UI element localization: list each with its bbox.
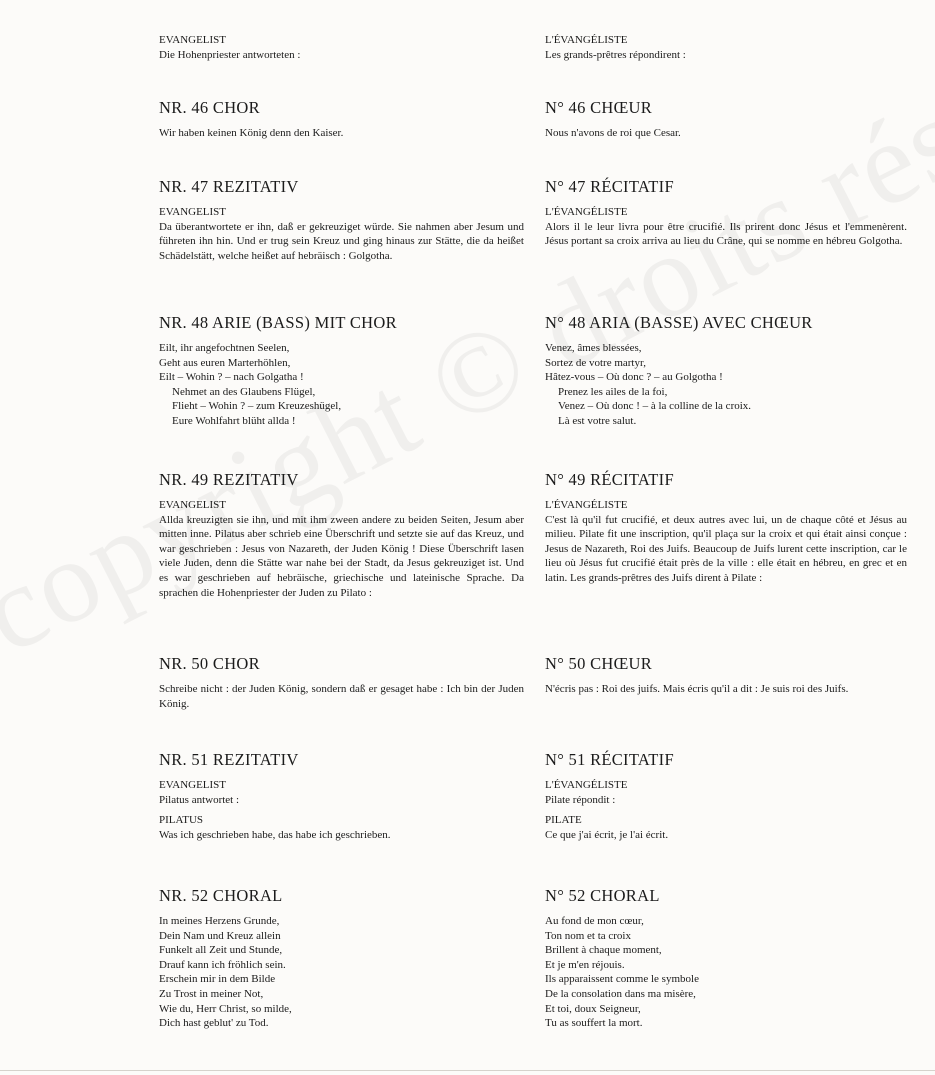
section-heading: N° 49 RÉCITATIF [545, 470, 674, 489]
section-heading: N° 50 CHŒUR [545, 654, 653, 673]
section-text: Ce que j'ai écrit, je l'ai écrit. [545, 828, 669, 841]
speaker-label: EVANGELIST [159, 34, 227, 46]
section-heading: NR. 47 REZITATIV [159, 177, 299, 196]
speaker-label: L'ÉVANGÉLISTE [545, 206, 628, 218]
intro-text: Les grands-prêtres répondirent : [545, 48, 686, 61]
section-heading: NR. 48 ARIE (BASS) MIT CHOR [159, 313, 397, 332]
section-heading: NR. 52 CHORAL [159, 886, 283, 905]
verse-line: Ils apparaissent comme le symbole [545, 973, 699, 986]
verse-line: Funkelt all Zeit und Stunde, [159, 944, 283, 957]
verse-line: Là est votre salut. [558, 414, 637, 427]
verse-line: Et toi, doux Seigneur, [545, 1002, 641, 1015]
verse-line: Geht aus euren Marterhöhlen, [159, 356, 291, 369]
section-51 [159, 750, 524, 842]
intro-text: Die Hohenpriester antworteten : [159, 48, 301, 61]
intro-block [159, 33, 524, 62]
verse-line: Dein Nam und Kreuz allein [159, 929, 281, 942]
section-text: Pilate répondit : [545, 793, 616, 806]
section-text: Nous n'avons de roi que Cesar. [545, 127, 681, 139]
section-49 [545, 470, 907, 586]
verse-line: Eilt – Wohin ? – nach Golgatha ! [159, 371, 304, 384]
verse-line: In meines Herzens Grunde, [159, 915, 280, 927]
verse-line: Ton nom et ta croix [545, 929, 631, 942]
section-heading: N° 51 RÉCITATIF [545, 750, 674, 769]
verse-line: Brillent à chaque moment, [545, 944, 662, 957]
page-edge-divider [0, 1070, 935, 1071]
speaker-label: PILATUS [159, 814, 204, 827]
section-text: N'écris pas : Roi des juifs. Mais écris qu'il a dit : Je suis roi des Juifs. [545, 683, 849, 695]
verse-line: Nehmet an des Glaubens Flügel, [172, 385, 316, 398]
section-text: Da überantwortete er ihn, daß er gekreuziget würde. Sie nahmen aber Jesum und führeten ihn hin. Und er trug sein Kreuz und ging hinaus zur Stätte, die da heißet Schädelstätt, welche heißet auf hebräisch : Golgotha. [159, 220, 524, 262]
section-heading: NR. 51 REZITATIV [159, 750, 299, 769]
speaker-label: EVANGELIST [159, 499, 227, 511]
verse-line: Prenez les ailes de la foi, [558, 385, 668, 398]
section-heading: N° 48 ARIA (BASSE) AVEC CHŒUR [545, 313, 813, 332]
section-text: Alors il le leur livra pour être crucifié. Ils prirent donc Jésus et l'emmenèrent. Jésus portant sa croix arriva au lieu du Crâne, qui se nomme en hébreu Golgotha. [545, 220, 907, 248]
section-heading: NR. 49 REZITATIV [159, 470, 299, 489]
section-47 [159, 177, 524, 263]
section-50 [159, 654, 524, 711]
verse-line: Et je m'en réjouis. [545, 958, 625, 971]
section-heading: N° 46 CHŒUR [545, 98, 653, 117]
verse-line: Venez – Où donc ! – à la colline de la croix. [558, 400, 752, 413]
section-text: Pilatus antwortet : [159, 793, 240, 806]
speaker-label: PILATE [545, 814, 582, 827]
section-51 [545, 750, 907, 842]
section-heading: NR. 46 CHOR [159, 98, 260, 117]
verse-line: Wie du, Herr Christ, so milde, [159, 1002, 292, 1015]
section-text: Schreibe nicht : der Juden König, sondern daß er gesaget habe : Ich bin der Juden König. [159, 683, 524, 710]
verse-line: Zu Trost in meiner Not, [159, 987, 264, 1000]
verse-line: Drauf kann ich fröhlich sein. [159, 958, 286, 971]
section-heading: N° 47 RÉCITATIF [545, 177, 674, 196]
section-text: Was ich geschrieben habe, das habe ich geschrieben. [159, 828, 391, 841]
section-heading: NR. 50 CHOR [159, 654, 260, 673]
section-48 [545, 313, 907, 429]
section-50 [545, 654, 907, 697]
verse-line: Flieht – Wohin ? – zum Kreuzeshügel, [172, 400, 342, 413]
section-text: Wir haben keinen König denn den Kaiser. [159, 127, 344, 139]
speaker-label: L'ÉVANGÉLISTE [545, 34, 628, 46]
section-52 [159, 886, 524, 1031]
section-heading: N° 52 CHORAL [545, 886, 660, 905]
verse-line: Eilt, ihr angefochtnen Seelen, [159, 342, 290, 354]
verse-line: Venez, âmes blessées, [545, 342, 642, 354]
speaker-label: L'ÉVANGÉLISTE [545, 779, 628, 791]
verse-line: Sortez de votre martyr, [545, 356, 646, 369]
intro-block [545, 33, 907, 62]
section-46 [545, 98, 907, 141]
section-49 [159, 470, 524, 600]
verse-line: Erschein mir in dem Bilde [159, 973, 276, 986]
section-text: C'est là qu'il fut crucifié, et deux autres avec lui, un de chaque côté et Jésus au milieu. Pilate fit une inscription, qu'il plaça sur la croix et qui était ainsi conçue : Jesus de Nazareth, Roi des Juifs. Beaucoup de Juifs lurent cette inscription, car le lieu où Jésus fut crucifié était près de la ville : elle était en hébreu, en grec et en latin. Les grands-prêtres des Juifs dirent à Pilate : [545, 513, 907, 584]
speaker-label: EVANGELIST [159, 779, 227, 791]
verse-line: Eure Wohlfahrt blüht allda ! [172, 414, 296, 427]
section-52 [545, 886, 907, 1031]
section-46 [159, 98, 524, 141]
verse-line: Dich hast geblut' zu Tod. [159, 1017, 269, 1030]
section-text: Allda kreuzigten sie ihn, und mit ihm zween andere zu beiden Seiten, Jesum aber mitten inne. Pilatus aber schrieb eine Überschrift und setzte sie auf das Kreuz, und war geschrieben : Jesus von Nazareth, der Juden König ! Diese Überschrift lasen viele Juden, denn die Stätte war nahe bei der Stadt, da Jesus gekreuziget ist. Und es war geschrieben auf hebräische, griechische und lateinische Sprache. Da sprachen die Hohenpriester der Juden zu Pilato : [159, 513, 524, 599]
verse-line: Au fond de mon cœur, [545, 915, 644, 927]
section-47 [545, 177, 907, 249]
section-48 [159, 313, 524, 429]
speaker-label: L'ÉVANGÉLISTE [545, 499, 628, 511]
speaker-label: EVANGELIST [159, 206, 227, 218]
verse-line: De la consolation dans ma misère, [545, 987, 696, 1000]
verse-line: Hâtez-vous – Où donc ? – au Golgotha ! [545, 371, 723, 384]
verse-line: Tu as souffert la mort. [545, 1017, 643, 1030]
